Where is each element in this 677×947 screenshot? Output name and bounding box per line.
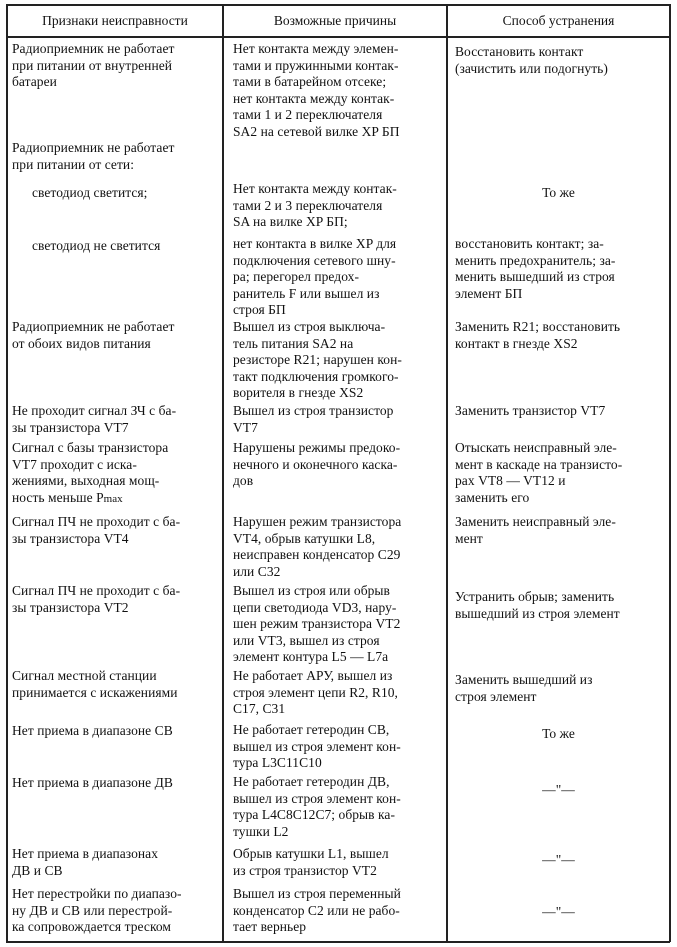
table-row-symptom: Нет приема в диапазонах ДВ и СВ — [12, 846, 159, 878]
table-row-cause: Нарушен режим транзистора VT4, обрыв катушки L8, неисправен конденсатор C29 или C32 — [233, 514, 402, 579]
table-row-cause: Нет контакта между элемен- тами и пружинными контак- тами в батарейном отсеке; нет контакта между контак- тами 1 и 2 переключателя SA2 на сетевой вилке XP БП — [233, 41, 400, 139]
table-row-cause: Вышел из строя переменный конденсатор C2 или не рабо- тает верньер — [233, 886, 401, 935]
table-row-fix: Заменить транзистор VT7 — [455, 403, 606, 418]
header-divider — [6, 36, 670, 38]
table-row-cause: Обрыв катушки L1, вышел из строя транзистор VT2 — [233, 846, 389, 878]
table-row-fix: —"— — [542, 782, 575, 797]
table-row-symptom: Сигнал местной станции принимается с искажениями — [12, 668, 178, 700]
table-row-symptom: Сигнал ПЧ не проходит с ба- зы транзистора VT2 — [12, 583, 181, 615]
header-causes: Возможные причины — [273, 13, 397, 28]
table-right-border — [669, 4, 671, 942]
table-row-cause: Нарушены режимы предоко- нечного и оконечного каска- дов — [233, 440, 401, 489]
power-subscript: max — [103, 492, 123, 505]
table-row-fix: —"— — [542, 852, 575, 867]
table-row-fix: Заменить R21; восстановить контакт в гнезде XS2 — [455, 319, 621, 351]
table-row-symptom — [12, 440, 220, 507]
table-row-cause: Вышел из строя выключа- тель питания SA2 на резисторе R21; нарушен кон- такт подключения громкого- ворителя в гнезде XS2 — [233, 319, 402, 401]
table-row-cause: Не работает гетеродин CB, вышел из строя элемент кон- тура L3C11C10 — [233, 722, 401, 771]
table-row-symptom: Нет приема в диапазоне CB — [12, 723, 173, 738]
table-row-symptom: Нет приема в диапазоне ДВ — [12, 775, 173, 790]
table-row-symptom: Радиоприемник не работает при питании от сети: — [12, 140, 175, 172]
symptom-text: Сигнал с базы транзистора VT7 проходит с иска- жениями, выходная мощ- ность меньше — [12, 440, 169, 505]
table-row-fix: Устранить обрыв; заменить вышедший из строя элемент — [455, 589, 620, 621]
header-remedy: Способ устранения — [502, 13, 615, 28]
table-row-symptom: Радиоприемник не работает при питании от внутренней батареи — [12, 41, 175, 90]
table-row-cause: Вышел из строя транзистор VT7 — [233, 403, 394, 435]
table-row-symptom: Радиоприемник не работает от обоих видов питания — [12, 319, 175, 351]
table-bottom-border — [6, 941, 670, 943]
table-row-fix: Восстановить контакт (зачистить или подогнуть) — [455, 44, 608, 76]
table-left-border — [6, 4, 8, 942]
table-row-fix: восстановить контакт; за- менить предохранитель; за- менить вышедший из строя элемент БП — [455, 236, 616, 301]
table-row-cause: Нет контакта между контак- тами 2 и 3 переключателя SA на вилке XP БП; — [233, 181, 397, 230]
table-row-cause: Не работает гетеродин ДВ, вышел из строя элемент кон- тура L4C8C12C7; обрыв ка- тушки L2 — [233, 774, 401, 839]
table-row-symptom: Нет перестройки по диапазо- ну ДВ и СВ или перестрой- ка сопровождается треском — [12, 886, 182, 935]
table-row-fix: То же — [542, 185, 575, 200]
table-row-symptom: Не проходит сигнал ЗЧ с ба- зы транзистора VT7 — [12, 403, 177, 435]
table-row-symptom: светодиод не светится — [32, 238, 161, 253]
table-row-fix: Заменить вышедший из строя элемент — [455, 672, 593, 704]
header-symptoms: Признаки неисправности — [42, 13, 188, 28]
table-row-fix: Отыскать неисправный эле- мент в каскаде на транзисто- рах VT8 — VT12 и заменить его — [455, 440, 623, 505]
table-row-fix: —"— — [542, 904, 575, 919]
table-row-cause: Не работает АРУ, вышел из строя элемент цепи R2, R10, C17, C31 — [233, 668, 398, 717]
table-row-symptom: Сигнал ПЧ не проходит с ба- зы транзистора VT4 — [12, 514, 181, 546]
column-divider-2 — [446, 4, 448, 942]
column-divider-1 — [222, 4, 224, 942]
table-row-symptom: светодиод светится; — [32, 185, 148, 200]
table-top-border — [6, 4, 670, 6]
power-symbol: P — [96, 489, 104, 505]
table-row-cause: нет контакта в вилке XP для подключения сетевого шну- ра; перегорел предох- ранитель F или вышел из строя БП — [233, 236, 397, 318]
table-row-fix: Заменить неисправный эле- мент — [455, 514, 616, 546]
table-row-fix: То же — [542, 726, 575, 741]
table-row-cause: Вышел из строя или обрыв цепи светодиода VD3, нару- шен режим транзистора VT2 или VT3, вышел из строя элемент контура L5 — L7a — [233, 583, 401, 665]
